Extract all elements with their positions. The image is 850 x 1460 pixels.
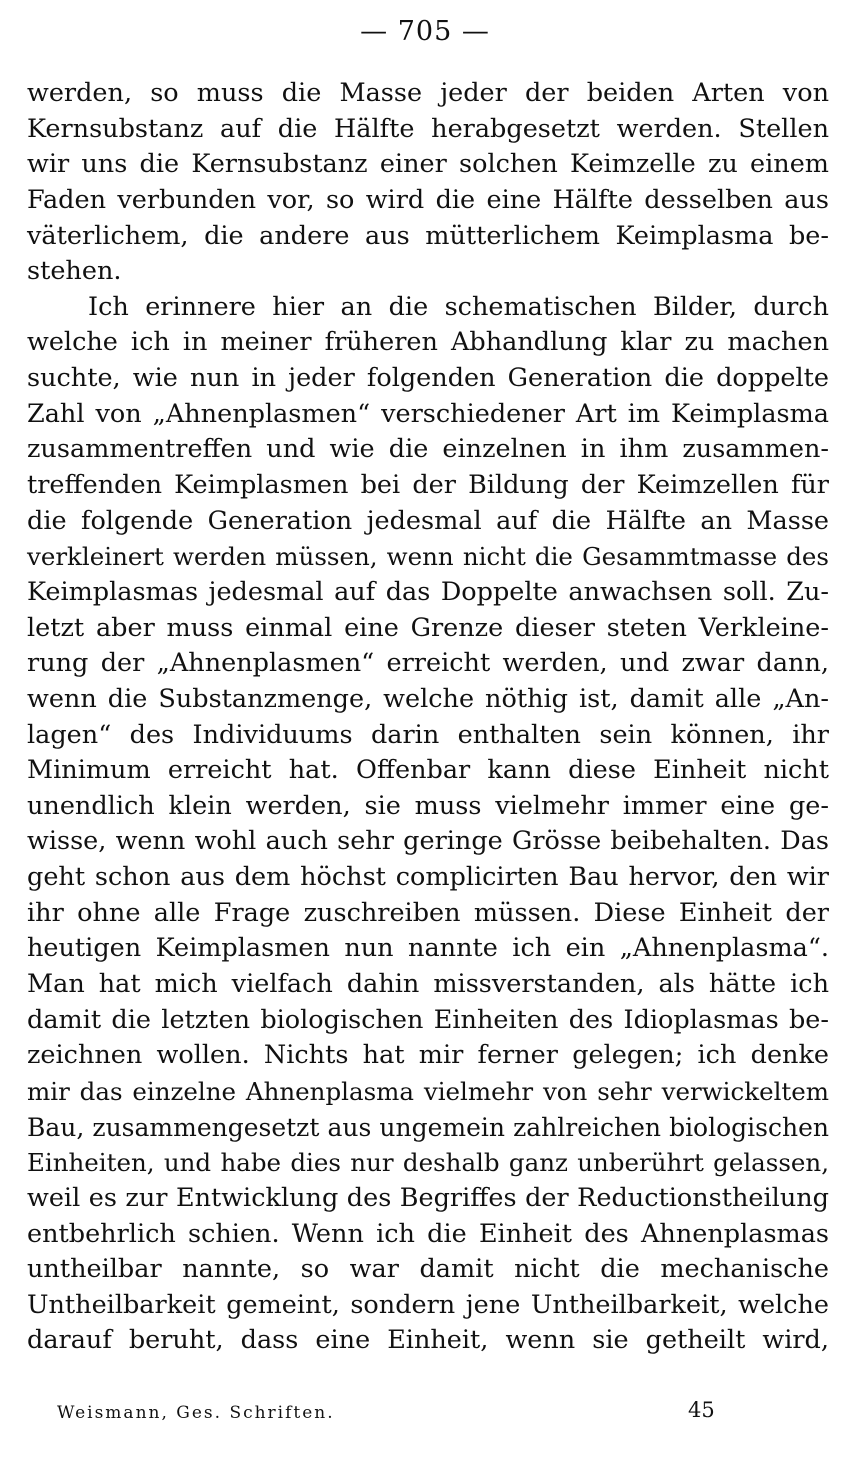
- text-line: heutigen Keimplasmen nun nannte ich ein „Ahnenplasma“.: [27, 933, 829, 964]
- body-text: [27, 76, 829, 1359]
- text-line: die folgende Generation jedesmal auf die Hälfte an Masse: [27, 505, 829, 536]
- text-line: zusammentreffen und wie die einzelnen in ihm zusammen-: [27, 434, 829, 465]
- text-line: treffenden Keimplasmen bei der Bildung der Keimzellen für: [27, 470, 829, 501]
- text-line: wenn die Substanzmenge, welche nöthig ist, damit alle „An-: [27, 683, 829, 714]
- text-line: zeichnen wollen. Nichts hat mir ferner gelegen; ich denke: [27, 1040, 829, 1071]
- text-line: Keimplasmas jedesmal auf das Doppelte anwachsen soll. Zu-: [27, 576, 829, 607]
- text-line: wisse, wenn wohl auch sehr geringe Grösse beibehalten. Das: [27, 826, 829, 857]
- text-line: geht schon aus dem höchst complicirten Bau hervor, den wir: [27, 862, 829, 893]
- text-line: untheilbar nannte, so war damit nicht die mechanische: [27, 1254, 829, 1285]
- text-line: unendlich klein werden, sie muss vielmehr immer eine ge-: [27, 790, 829, 821]
- text-line: Man hat mich vielfach dahin missverstanden, als hätte ich: [27, 969, 829, 1000]
- text-line: letzt aber muss einmal eine Grenze dieser steten Verkleine-: [27, 612, 829, 643]
- text-line: Ich erinnere hier an die schematischen Bilder, durch: [88, 291, 829, 322]
- text-line: darauf beruht, dass eine Einheit, wenn sie getheilt wird,: [27, 1325, 829, 1356]
- footer-signature: Weismann, Ges. Schriften.: [57, 1403, 335, 1423]
- text-line: stehen.: [27, 256, 122, 287]
- text-line: ihr ohne alle Frage zuschreiben müssen. Diese Einheit der: [27, 897, 829, 928]
- text-line: wir uns die Kernsubstanz einer solchen Keimzelle zu einem: [27, 149, 829, 180]
- text-line: Zahl von „Ahnenplasmen“ verschiedener Art im Keimplasma: [27, 398, 829, 429]
- text-line: lagen“ des Individuums darin enthalten sein können, ihr: [27, 719, 829, 750]
- text-line: weil es zur Entwicklung des Begriffes der Reductionstheilung: [27, 1182, 829, 1213]
- text-line: mir das einzelne Ahnenplasma vielmehr von sehr verwickeltem: [27, 1076, 829, 1106]
- page-number: — 705 —: [360, 16, 490, 47]
- text-line: welche ich in meiner früheren Abhandlung klar zu machen: [27, 327, 829, 358]
- text-line: Untheilbarkeit gemeint, sondern jene Untheilbarkeit, welche: [27, 1289, 829, 1320]
- text-line: Kernsubstanz auf die Hälfte herabgesetzt werden. Stellen: [27, 113, 829, 144]
- text-line: verkleinert werden müssen, wenn nicht die Gesammtmasse des: [27, 542, 829, 572]
- text-line: damit die letzten biologischen Einheiten des Idioplasmas be-: [27, 1004, 829, 1035]
- text-line: Faden verbunden vor, so wird die eine Hälfte desselben aus: [27, 184, 829, 215]
- text-line: entbehrlich schien. Wenn ich die Einheit des Ahnenplasmas: [27, 1218, 829, 1249]
- text-line: rung der „Ahnenplasmen“ erreicht werden, und zwar dann,: [27, 648, 829, 679]
- page-footer: [27, 1400, 829, 1426]
- text-line: Einheiten, und habe dies nur deshalb ganz unberührt gelassen,: [27, 1148, 829, 1178]
- text-line: väterlichem, die andere aus mütterlichem Keimplasma be-: [27, 220, 829, 251]
- text-line: Minimum erreicht hat. Offenbar kann diese Einheit nicht: [27, 755, 829, 786]
- footer-sheet-number: 45: [688, 1398, 715, 1422]
- text-line: suchte, wie nun in jeder folgenden Generation die doppelte: [27, 363, 829, 394]
- text-line: werden, so muss die Masse jeder der beiden Arten von: [27, 78, 829, 108]
- text-line: Bau, zusammengesetzt aus ungemein zahlreichen biologischen: [27, 1112, 829, 1142]
